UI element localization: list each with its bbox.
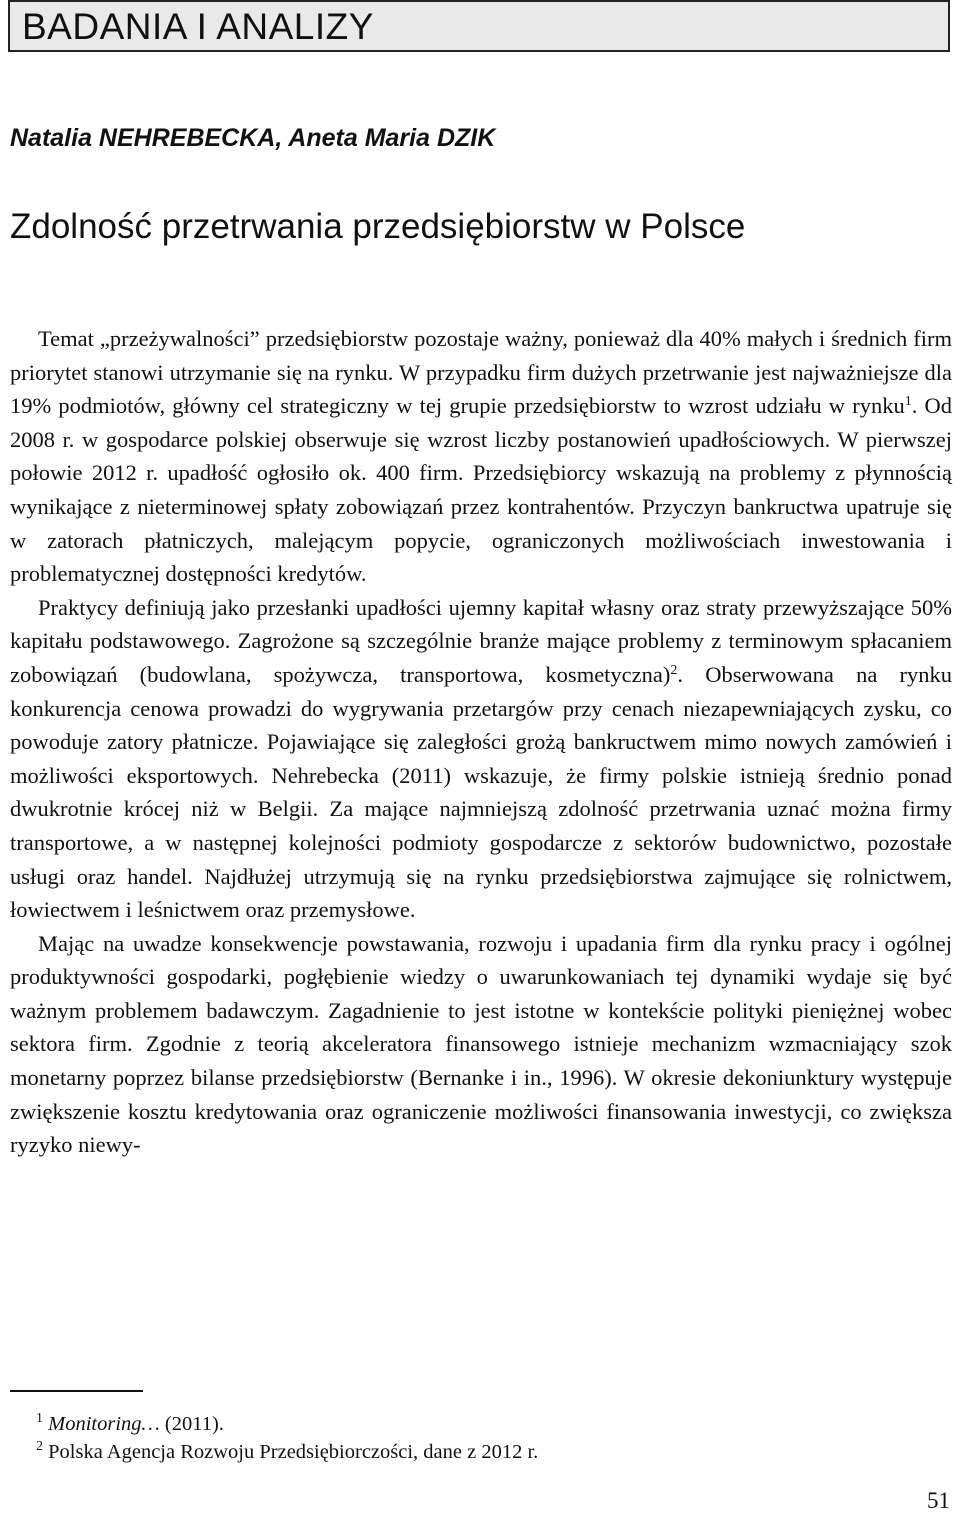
footnote-separator — [10, 1390, 143, 1392]
footnote-1-number: 1 — [36, 1411, 43, 1426]
paragraph-1 — [10, 322, 952, 591]
footnotes — [36, 1410, 538, 1466]
footnote-1-italic: Monitoring… — [48, 1413, 160, 1435]
section-header — [8, 0, 950, 52]
footnote-2 — [36, 1438, 538, 1466]
section-header-text: BADANIA I ANALIZY — [22, 6, 374, 47]
paragraph-2-part-a: Praktycy definiują jako przesłanki upadłości ujemny kapitał własny oraz straty przewyższające 50% kapitału podstawowego. Zagrożone są szczególnie branże mające problemy z terminowym spłacaniem zobowiązań (budowlana, spożywcza, transportowa, kosmetyczna) — [10, 594, 952, 687]
paragraph-3: Mając na uwadze konsekwencje powstawania, rozwoju i upadania firm dla rynku pracy i ogólnej produktywności gospodarki, pogłębienie wiedzy o uwarunkowaniach tej dynamiki wydaje się być ważnym problemem badawczym. Zagadnienie to jest istotne w kontekście polityki pieniężnej wobec sektora firm. Zgodnie z teorią akceleratora finansowego istnieje mechanizm wzmacniający szok monetarny poprzez bilanse przedsiębiorstw (Bernanke i in., 1996). W okresie dekoniunktury występuje zwiększenie kosztu kredytowania oraz ograniczenie możliwości finansowania inwestycji, co zwiększa ryzyko niewy- — [10, 930, 952, 1158]
footnote-ref-2[interactable]: 2 — [670, 662, 678, 678]
paragraph-2 — [10, 591, 952, 927]
article-authors: Natalia NEHREBECKA, Aneta Maria DZIK — [10, 124, 496, 152]
footnote-1-text: (2011). — [159, 1413, 224, 1435]
article-body — [10, 322, 952, 1162]
footnote-2-number: 2 — [36, 1439, 43, 1454]
footnote-ref-1[interactable]: 1 — [904, 394, 912, 410]
footnote-2-text: Polska Agencja Rozwoju Przedsiębiorczości, dane z 2012 r. — [48, 1441, 539, 1463]
paragraph-1-part-b: . Od 2008 r. w gospodarce polskiej obserwuje się wzrost liczby postanowień upadłościowych. W pierwszej połowie 2012 r. upadłość ogłosiło ok. 400 firm. Przedsiębiorcy wskazują na problemy z płynnością wynikające z nieterminowej spłaty zobowiązań przez kontrahentów. Przyczyn bankructwa upatruje się w zatorach płatniczych, malejącym popycie, ograniczonych możliwościach inwestowania i problematycznej dostępności kredytów. — [10, 393, 952, 587]
page-number: 51 — [927, 1488, 950, 1513]
footnote-1 — [36, 1410, 538, 1438]
article-title: Zdolność przetrwania przedsiębiorstw w Polsce — [10, 207, 746, 246]
paragraph-2-part-b: . Obserwowana na rynku konkurencja cenowa prowadzi do wygrywania przetargów przy cenach niezapewniających zysku, co powoduje zatory płatnicze. Pojawiające się zaległości grożą bankructwem mimo nowych zamówień i możliwości eksportowych. Nehrebecka (2011) wskazuje, że firmy polskie istnieją średnio ponad dwukrotnie krócej niż w Belgii. Za mające najmniejszą zdolność przetrwania uznać można firmy transportowe, a w następnej kolejności podmioty gospodarcze z sektorów budownictwo, pozostałe usługi oraz handel. Najdłużej utrzymują się na rynku przedsiębiorstwa zajmujące się rolnictwem, łowiectwem i leśnictwem oraz przemysłowe. — [10, 661, 952, 923]
paragraph-1-part-a: Temat „przeżywalności” przedsiębiorstw pozostaje ważny, ponieważ dla 40% małych i średnich firm priorytet stanowi utrzymanie się na rynku. W przypadku firm dużych przetrwanie jest najważniejsze dla 19% podmiotów, główny cel strategiczny w tej grupie przedsiębiorstw to wzrost udziału w rynku — [10, 326, 952, 419]
